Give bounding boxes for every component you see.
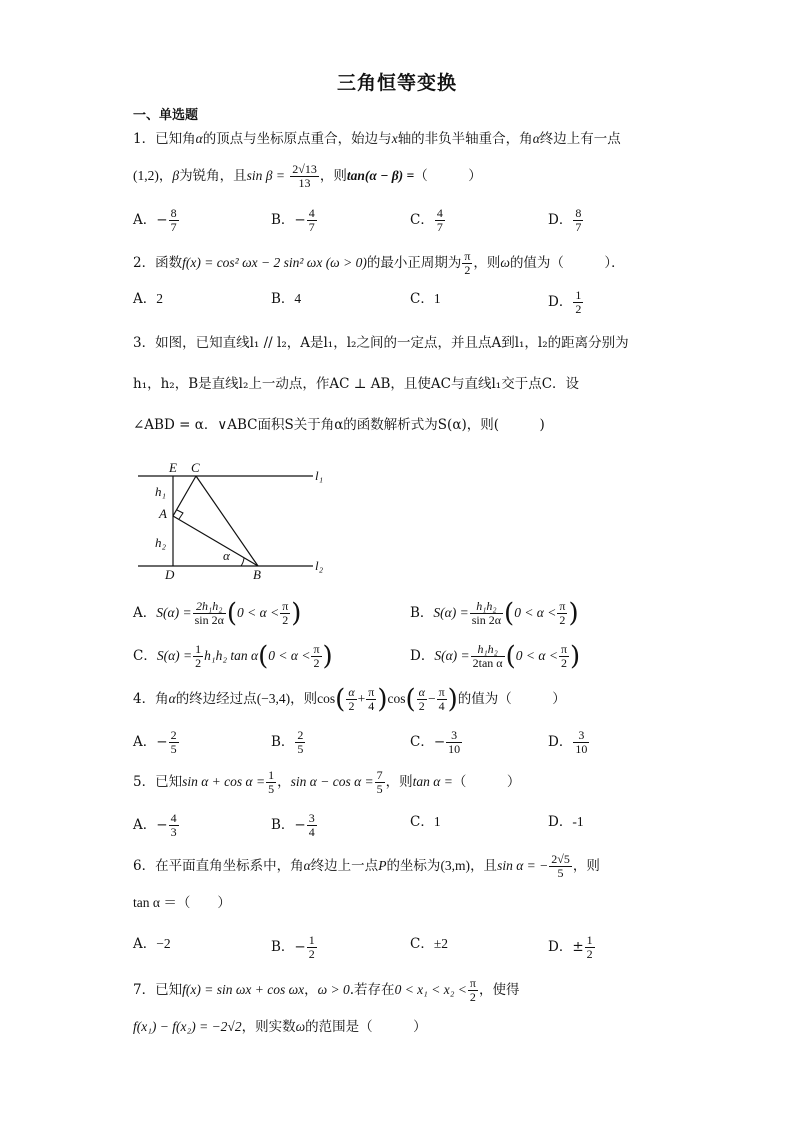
right-angle-mark	[177, 510, 183, 519]
question-3-option-a[interactable]: A．S(α) = $\frac{\text{2h₁h₂}}{\sin 2\alpha}$ (0 < α < $\frac{\pi}{2}$ )	[133, 598, 302, 629]
label-d: D	[165, 567, 175, 582]
question-6-line-2: tan α ＝（ ）	[133, 895, 231, 910]
segment-ab	[173, 516, 258, 566]
section-heading: 一、单选题	[133, 108, 199, 123]
question-5-option-b[interactable]: B．− $\frac{3}{4}$	[271, 811, 315, 839]
question-2-option-b[interactable]: B．4	[271, 291, 302, 307]
question-5-option-a[interactable]: A．− $\frac{4}{3}$	[133, 811, 177, 839]
label-l2: l₂	[315, 558, 324, 573]
page-title: 三角恒等变换	[336, 72, 457, 94]
segment-ac	[173, 476, 196, 516]
label-b: B	[253, 567, 261, 582]
label-alpha: α	[223, 548, 230, 563]
question-3-option-b[interactable]: B．S(α) = $\frac{\text{h₁h₂}}{\sin 2\alpha}$ (0 < α < $\frac{\pi}{2}$ )	[410, 598, 579, 629]
question-4-option-c[interactable]: C．− $\frac{3}{10}$	[410, 728, 461, 756]
question-6-option-b[interactable]: B．− $\frac{1}{2}$	[271, 933, 315, 961]
question-4-option-d[interactable]: D． $\frac{3}{10}$	[548, 728, 588, 756]
question-4-option-a[interactable]: A．− $\frac{2}{5}$	[133, 728, 177, 756]
label-c: C	[191, 460, 200, 475]
question-2-option-d[interactable]: D． $\frac{1}{2}$	[548, 288, 582, 316]
question-7-line-1: 7．已知f(x) = sin ωx + cos ωx，ω > 0.若存在0 < x₁ < x₂ < $\frac{\pi}{2}$ ，使得	[133, 976, 520, 1004]
question-1-line-2: (1,2)，β为锐角，且sin β = $\frac{2√13}{13}$ ，则tan(α − β) =（ ）	[133, 162, 482, 190]
question-3-line-2: h₁，h₂，B是直线l₂上一动点，作AC ⊥ AB，且使AC与直线l₁交于点C．设	[133, 376, 580, 392]
question-4-option-b[interactable]: B． $\frac{2}{5}$	[271, 728, 304, 756]
question-6-option-c[interactable]: C．±2	[410, 936, 449, 952]
question-3-option-d[interactable]: D．S(α) = $\frac{\text{h₁h₂}}{\text{2tan α}}$ (0 < α < $\frac{\pi}{2}$ )	[410, 641, 581, 672]
question-1-line-1: 1．已知角α的顶点与坐标原点重合，始边与x轴的非负半轴重合，角α终边上有一点	[133, 131, 621, 147]
label-e: E	[169, 460, 177, 475]
question-6-option-a[interactable]: A．−2	[133, 936, 171, 952]
question-1-option-a[interactable]: A．− $\frac{8}{7}$	[133, 206, 177, 234]
question-3-option-c[interactable]: C．S(α) = $\frac{1}{2}$ h₁h₂ tan α(0 < α < $\frac{\pi}{2}$ )	[133, 641, 333, 672]
question-2-line-1: 2．函数f(x) = cos² ωx − 2 sin² ωx (ω > 0)的最小正周期为 $\frac{\pi}{2}$ ，则ω的值为（ ）．	[133, 249, 625, 277]
label-l1: l₁	[315, 468, 324, 483]
label-h2: h₂	[155, 535, 167, 550]
question-1-option-b[interactable]: B．− $\frac{4}{7}$	[271, 206, 315, 234]
question-3-line-1: 3．如图，已知直线l₁ // l₂，A是l₁，l₂之间的一定点，并且点A到l₁，l₂的距离分别为	[133, 335, 629, 351]
question-4-line-1: 4．角α的终边经过点(−3,4)，则cos( $\frac{\alpha}{2}$ + $\frac{\pi}{4}$ )cos( $\frac{\alpha}{2}$ − $\frac{\pi}{4}$ )的值为（ ）	[133, 684, 566, 715]
question-2-option-c[interactable]: C．1	[410, 291, 441, 307]
question-5-option-c[interactable]: C．1	[410, 814, 441, 830]
label-a: A	[159, 506, 167, 521]
question-6-line-1: 6．在平面直角坐标系中，角α终边上一点P的坐标为(3,m)，且sin α = − $\frac{2√5}{5}$ ，则	[133, 852, 600, 880]
question-1-option-c[interactable]: C． $\frac{4}{7}$	[410, 206, 443, 234]
question-5-line-1: 5．已知sin α + cos α = $\frac{1}{5}$ ，sin α − cos α = $\frac{7}{5}$ ，则tan α =（ ）	[133, 768, 521, 796]
label-h1: h₁	[155, 484, 167, 499]
question-1-option-d[interactable]: D． $\frac{8}{7}$	[548, 206, 582, 234]
question-3-line-3: ∠ABD = α．∨ABC面积S关于角α的函数解析式为S(α)，则( )	[133, 417, 545, 433]
question-2-option-a[interactable]: A．2	[133, 291, 163, 307]
geometry-figure	[133, 458, 333, 583]
question-7-line-2: f(x₁) − f(x₂) = −2√2，则实数ω的范围是（ ）	[133, 1019, 427, 1035]
angle-alpha-arc	[241, 558, 244, 566]
question-6-option-d[interactable]: D．± $\frac{1}{2}$	[548, 933, 593, 961]
question-5-option-d[interactable]: D．-1	[548, 814, 584, 830]
